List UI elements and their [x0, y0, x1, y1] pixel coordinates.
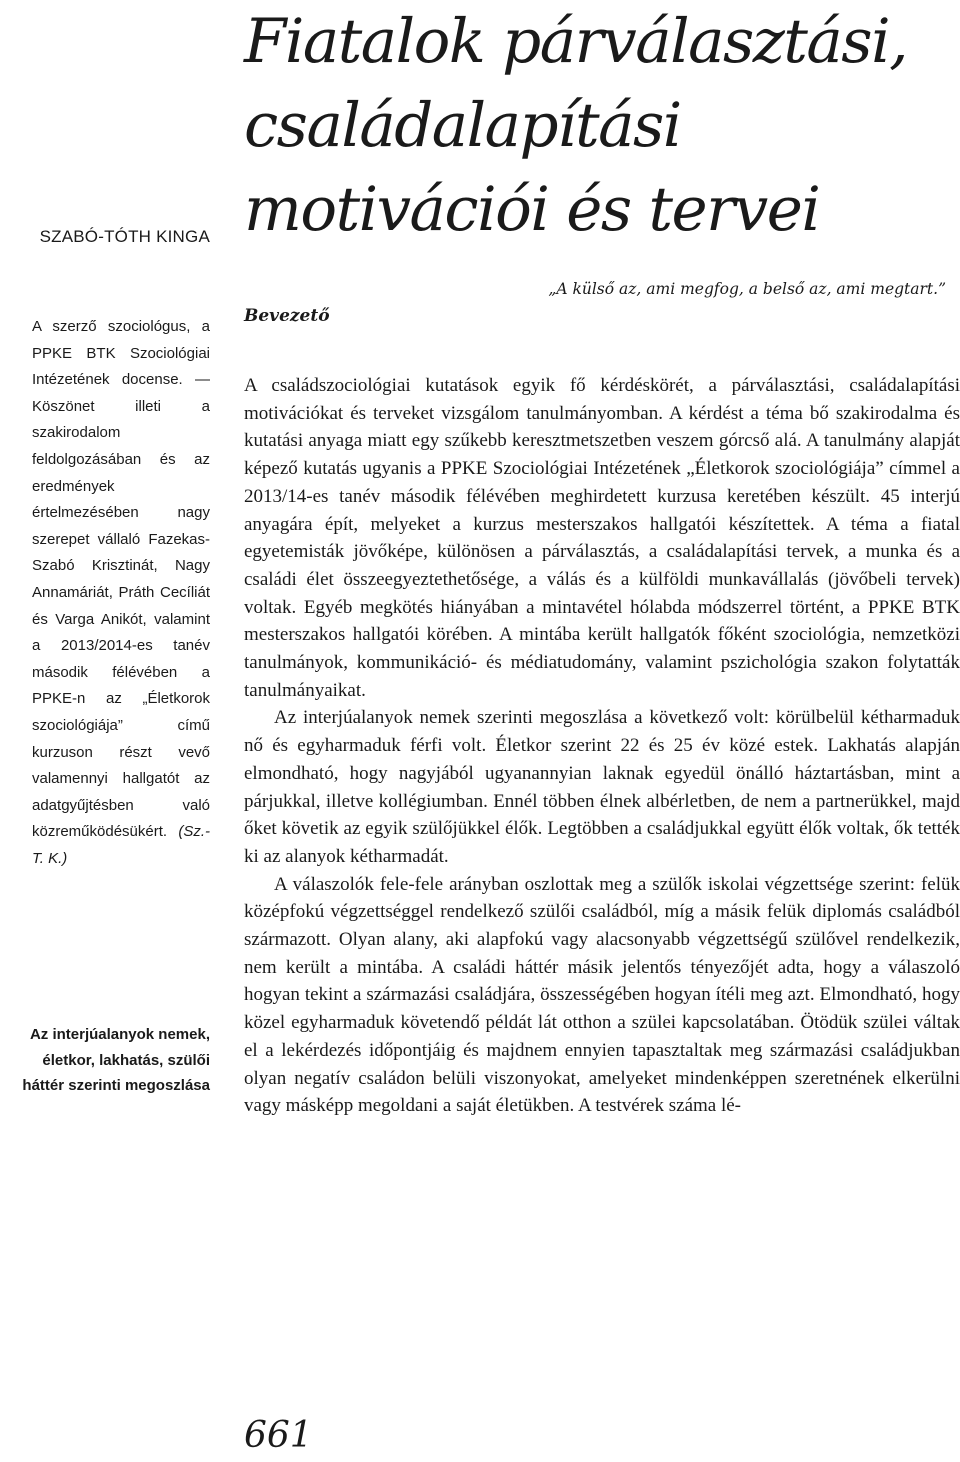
page-number: 661 — [244, 1415, 313, 1456]
article-body — [244, 372, 960, 1382]
author-note — [32, 314, 210, 872]
author-name: SZABÓ-TÓTH KINGA — [39, 227, 210, 246]
article-title — [244, 0, 960, 252]
side-caption: Az interjúalanyok nemek, életkor, lakhatás, szülői háttér szerinti megoszlása — [22, 1026, 210, 1094]
title-line-1: Fiatalok párválasztási, — [244, 6, 907, 77]
body-paragraph-3: A válaszolók fele-fele arányban oszlottak meg a szülők iskolai végzettsége szerint: felük középfokú végzettséggel rendelkező szülői családból, míg a másik felük diplomás családból származott. Olyan alany, aki alapfokú vagy alacsonyabb végzettségű szülővel rendelkezik, nem került a mintába. A családi háttér másik jelentős tényezőjét adta, hogy a válaszoló hogyan tekint a származási családjára, összességében hogyan ítéli meg azt. Elmondható, hogy közel egyharmaduk követendő példát lát otthon a szülei kapcsolatában. Ötödük szülei váltak el a lekérdezés időpontjáig és majdnem ennyien tapasztaltak meg származási családjukban olyan negatív családon belüli viszonyokat, amelyeket mindenképpen szeretnének elkerülni vagy másképp megoldani a saját életükben. A testvérek száma lé- — [244, 873, 960, 1117]
body-paragraph-1: A családszociológiai kutatások egyik fő kérdéskörét, a párválasztási, családalapítási motivációkat és terveket vizsgálom tanulmányomban. A kérdést a téma bő szakirodalma és kutatási anyaga miatt egy szűkebb keresztmetszetben veszem górcső alá. A tanulmány alapját képező kutatás ugyanis a PPKE Szociológiai Intézetének „Életkorok szociológiája” címmel a 2013/14-es tanév második félévében meghirdetett kurzusa keretében készült. 45 interjú anyagára épít, melyeket a kurzus mesterszakos hallgatói készítettek. A téma a fiatal egyetemisták jövőképe, különösen a párválasztás, a családalapítási tervek, a munka és a családi élet összeegyeztethetősége, a válás és a külföldi munkavállalás (jövőbeli tervek) voltak. Egyéb megkötés hiányában a mintavétel hólabda módszerrel történt, a PPKE BTK mesterszakos hallgatói körében. A mintába került hallgatók főként szociológia, nemzetközi tanulmányok, kommunikáció- és médiatudomány, valamint pszichológia szakon folytatták tanulmányaikat. — [244, 375, 960, 701]
section-heading: Bevezető — [244, 306, 330, 326]
title-line-2: családalapítási — [244, 90, 681, 161]
author-note-signature: (Sz.-T. K.) — [32, 823, 210, 867]
title-line-3: motivációi és tervei — [244, 174, 820, 245]
motto-quote: „A külső az, ami megfog, a belső az, ami megtart.” — [548, 280, 946, 298]
body-paragraph-2: Az interjúalanyok nemek szerinti megoszlása a következő volt: körülbelül kétharmaduk nő és egyharmaduk férfi volt. Életkor szerint 22 és 25 év közé estek. Lakhatás alapján elmondható, hogy nagyjából ugyanannyian laknak egyedül önálló háztartásban, mint a párjukkal, illetve kollégiumban. Ennél többen élnek albérletben, de nem a partnerükkel, majd őket követik az egyik szülőjükkel élők. Legtöbben a családjukkal együtt élők voltak, ők tették ki az alanyok kétharmadát. — [244, 707, 960, 867]
author-note-text: A szerző szociológus, a PPKE BTK Szociológiai Intézetének docense. — Köszönet illeti a szakirodalom feldolgozásában és az eredmények értelmezésében nagy szerepet vállaló Fazekas-Szabó Krisztinát, Nagy Annamáriát, Práth Cecíliát és Varga Anikót, valamint a 2013/2014-es tanév második félévében a PPKE-n az „Életkorok szociológiája” című kurzuson részt vevő valamennyi hallgatót az adatgyűjtésben való közreműködésükért. — [32, 318, 210, 841]
